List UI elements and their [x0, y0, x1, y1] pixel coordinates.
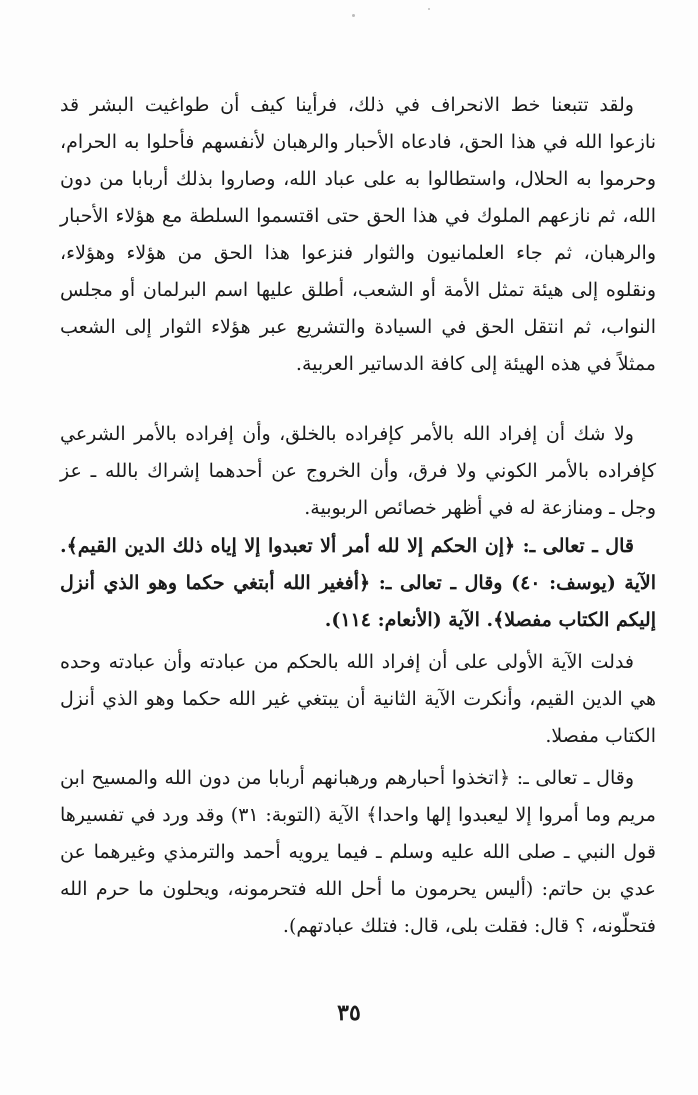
paragraph-1-text: ولقد تتبعنا خط الانحراف في ذلك، فرأينا كيف أن طواغيت البشر قد نازعوا الله في هذا الحق، فادعاه الأحبار والرهبان لأنفسهم فأحلوا به الحرام، وحرموا به الحلال، واستطالوا به على عباد الله، وصاروا بذلك أربابا من دون الله، ثم نازعهم الملوك في هذا الحق حتى اقتسموا السلطة مع هؤلاء الأحبار والرهبان، ثم جاء العلمانيون والثوار فنزعوا هذا الحق من هؤلاء وهؤلاء، ونقلوه إلى هيئة تمثل الأمة أو الشعب، أطلق عليها اسم البرلمان أو مجلس النواب، ثم انتقل الحق في السيادة والتشريع عبر هؤلاء الثوار إلى الشعب ممثلاً في هذه الهيئة إلى كافة الدساتير العربية.: [60, 94, 656, 375]
scan-speck: [352, 14, 355, 17]
paragraph-4-text: فدلت الآية الأولى على أن إفراد الله بالحكم من عبادته وأن عبادته وحده هي الدين القيم، وأنكرت الآية الثانية أن يبتغي غير الله حكما وهو الذي أنزل الكتاب مفصلا.: [60, 651, 656, 747]
paragraph-3: [60, 528, 656, 639]
paragraph-1: [60, 87, 656, 383]
paragraph-4: [60, 644, 656, 755]
page-number: ٣٥: [337, 1000, 361, 1026]
paragraph-2-text: ولا شك أن إفراد الله بالأمر كإفراده بالخلق، وأن إفراده بالأمر الشرعي كإفراده بالأمر الكوني ولا فرق، وأن الخروج عن أحدهما إشراك بالله ـ عز وجل ـ ومنازعة له في أظهر خصائص الربوبية.: [60, 423, 656, 519]
paragraph-3-text: قال ـ تعالى ـ: ﴿إن الحكم إلا لله أمر ألا تعبدوا إلا إياه ذلك الدين القيم﴾. الآية (يوسف: ٤٠) وقال ـ تعالى ـ: ﴿أفغير الله أبتغي حكما وهو الذي أنزل إليكم الكتاب مفصلا﴾. الآية (الأنعام: ١١٤).: [60, 535, 657, 631]
paragraph-5: [60, 760, 656, 945]
paragraph-2: [60, 416, 656, 527]
paragraph-5-text: وقال ـ تعالى ـ: ﴿اتخذوا أحبارهم ورهبانهم أربابا من دون الله والمسيح ابن مريم وما أمروا إلا ليعبدوا إلها واحدا﴾ الآية (التوبة: ٣١) وقد ورد في تفسيرها قول النبي ـ صلى الله عليه وسلم ـ فيما يرويه أحمد والترمذي وغيرهما عن عدي بن حاتم: (أليس يحرمون ما أحل الله فتحرمونه، ويحلون ما حرم الله فتحلّونه، ؟ قال: فقلت بلى، قال: فتلك عبادتهم).: [60, 767, 656, 937]
scan-speck: [428, 8, 430, 10]
